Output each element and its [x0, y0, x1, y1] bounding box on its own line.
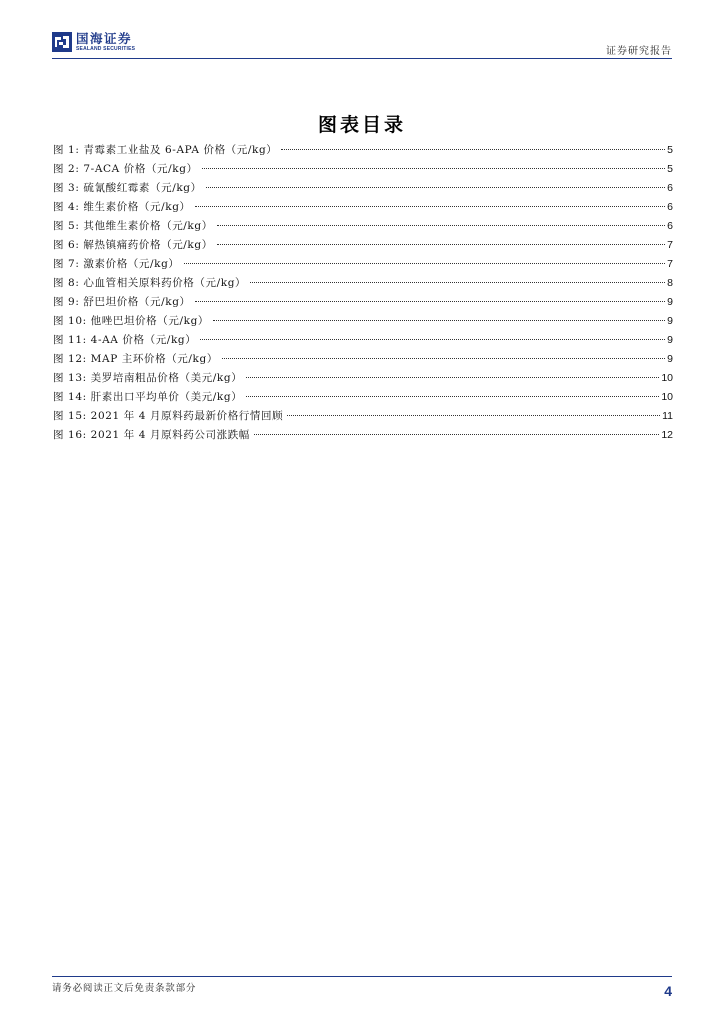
toc-entry-label: 图 3: 硫氰酸红霉素（元/kg）: [53, 182, 202, 194]
toc-entry[interactable]: [53, 350, 673, 369]
toc-entry-label: 图 12: MAP 主环价格（元/kg）: [53, 353, 218, 365]
toc-entry[interactable]: [53, 407, 673, 426]
toc-leader-dots: [206, 186, 665, 188]
toc-entry[interactable]: [53, 198, 673, 217]
logo-chinese-name: 国海证券: [76, 31, 133, 46]
toc-leader-dots: [254, 433, 659, 435]
toc-entry[interactable]: [53, 331, 673, 350]
toc-entry-label: 图 16: 2021 年 4 月原料药公司涨跌幅: [53, 429, 250, 441]
toc-entry-label: 图 13: 美罗培南粗品价格（美元/kg）: [53, 372, 243, 384]
toc-entry-page: 9: [667, 334, 673, 346]
toc-entry-page: 6: [667, 220, 673, 232]
logo-english-name: SEALAND SECURITIES: [76, 46, 136, 52]
toc-entry[interactable]: [53, 179, 673, 198]
figure-list: [53, 141, 673, 445]
page-footer: [52, 976, 672, 999]
toc-entry-page: 7: [667, 258, 673, 270]
toc-entry-page: 11: [662, 410, 673, 422]
report-type-label: 证券研究报告: [606, 46, 672, 57]
toc-entry-page: 12: [661, 429, 673, 441]
toc-entry-page: 9: [667, 296, 673, 308]
toc-entry[interactable]: [53, 236, 673, 255]
page-number: 4: [664, 983, 672, 999]
toc-entry[interactable]: [53, 255, 673, 274]
toc-leader-dots: [287, 414, 660, 416]
toc-leader-dots: [250, 281, 665, 283]
toc-leader-dots: [202, 167, 665, 169]
toc-entry-label: 图 14: 肝素出口平均单价（美元/kg）: [53, 391, 243, 403]
toc-entry[interactable]: [53, 217, 673, 236]
toc-entry-label: 图 6: 解热镇痛药价格（元/kg）: [53, 239, 213, 251]
page-header: [52, 32, 672, 59]
sealand-logo-icon: [52, 32, 72, 52]
toc-entry-page: 6: [667, 201, 673, 213]
toc-entry-label: 图 4: 维生素价格（元/kg）: [53, 201, 191, 213]
toc-entry-page: 7: [667, 239, 673, 251]
toc-entry[interactable]: [53, 388, 673, 407]
toc-leader-dots: [195, 300, 666, 302]
toc-entry[interactable]: [53, 160, 673, 179]
toc-leader-dots: [184, 262, 666, 264]
toc-entry[interactable]: [53, 293, 673, 312]
toc-leader-dots: [217, 224, 665, 226]
toc-leader-dots: [222, 357, 665, 359]
toc-title: 图表目录: [317, 114, 406, 136]
toc-leader-dots: [246, 376, 659, 378]
toc-entry-label: 图 15: 2021 年 4 月原料药最新价格行情回顾: [53, 410, 284, 422]
toc-entry-label: 图 10: 他唑巴坦价格（元/kg）: [53, 315, 209, 327]
toc-entry-label: 图 7: 激素价格（元/kg）: [53, 258, 180, 270]
toc-entry-label: 图 11: 4-AA 价格（元/kg）: [53, 334, 197, 346]
toc-entry-page: 8: [667, 277, 673, 289]
toc-leader-dots: [213, 319, 665, 321]
toc-entry-page: 10: [661, 391, 673, 403]
toc-entry-label: 图 1: 青霉素工业盐及 6-APA 价格（元/kg）: [53, 144, 278, 156]
company-logo: [52, 32, 135, 56]
toc-entry[interactable]: [53, 274, 673, 293]
toc-entry-page: 10: [661, 372, 673, 384]
toc-entry-label: 图 2: 7-ACA 价格（元/kg）: [53, 163, 198, 175]
toc-entry[interactable]: [53, 312, 673, 331]
toc-leader-dots: [246, 395, 659, 397]
toc-entry-page: 9: [667, 353, 673, 365]
toc-entry-label: 图 5: 其他维生素价格（元/kg）: [53, 220, 213, 232]
toc-leader-dots: [281, 148, 665, 150]
toc-leader-dots: [217, 243, 665, 245]
toc-entry-label: 图 9: 舒巴坦价格（元/kg）: [53, 296, 191, 308]
toc-entry-page: 9: [667, 315, 673, 327]
toc-entry[interactable]: [53, 426, 673, 445]
toc-leader-dots: [200, 338, 665, 340]
disclaimer-note: 请务必阅读正文后免责条款部分: [52, 983, 197, 994]
toc-entry-label: 图 8: 心血管相关原料药价格（元/kg）: [53, 277, 247, 289]
toc-entry[interactable]: [53, 141, 673, 160]
toc-leader-dots: [195, 205, 666, 207]
toc-entry-page: 5: [667, 163, 673, 175]
toc-entry-page: 6: [667, 182, 673, 194]
toc-entry[interactable]: [53, 369, 673, 388]
toc-entry-page: 5: [667, 144, 673, 156]
